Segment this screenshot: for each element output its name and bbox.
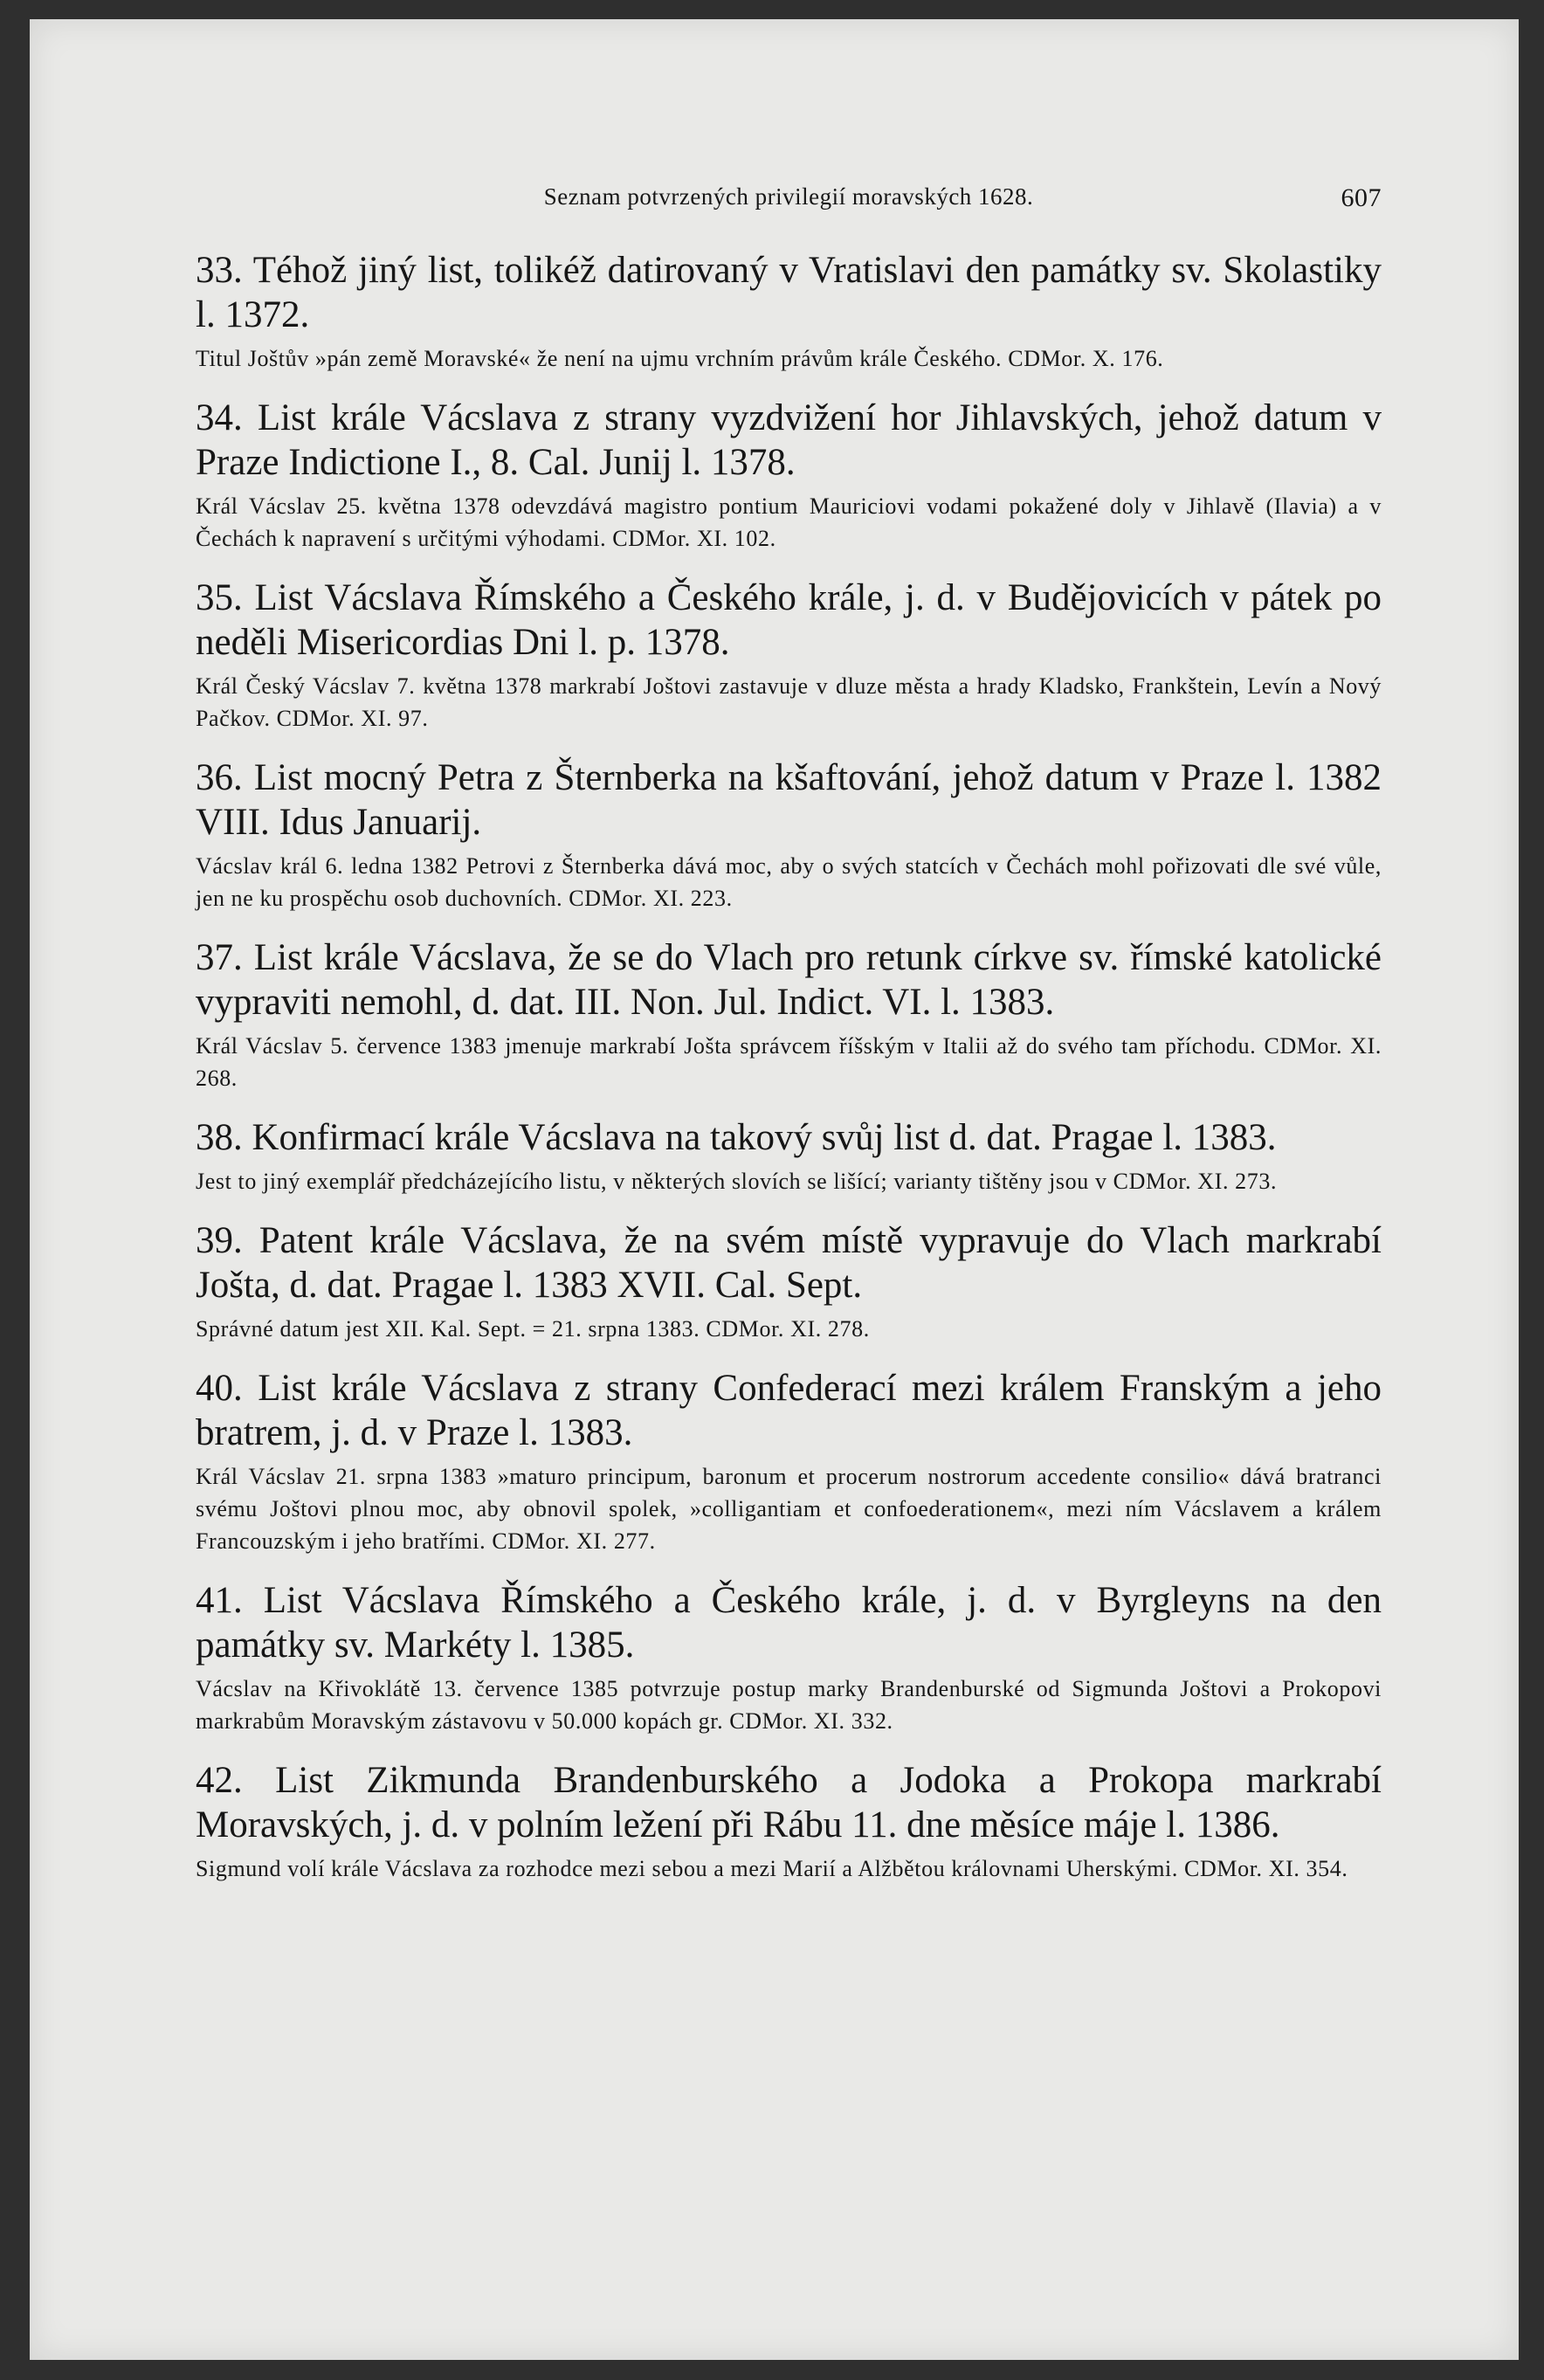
entry-number: 33. bbox=[196, 250, 243, 291]
entry-heading-text: Patent krále Vácslava, že na svém místě vypravuje do Vlach markrabí Jošta, d. dat. Pragae l. 1383 XVII. Cal. Sept. bbox=[196, 1220, 1382, 1306]
entry-heading-text: List Zikmunda Brandenburského a Jodoka a Prokopa markrabí Moravských, j. d. v polním ležení při Rábu 11. dne měsíce máje l. 1386. bbox=[196, 1760, 1382, 1845]
page-number: 607 bbox=[1341, 183, 1382, 212]
entry-39 bbox=[196, 1218, 1382, 1345]
entry-36 bbox=[196, 755, 1382, 914]
entry-note: Vácslav na Křivoklátě 13. července 1385 potvrzuje postup marky Brandenburské od Sigmunda Joštovi a Prokopovi markrabům Moravským zástavovu v 50.000 kopách gr. CDMor. XI. 332. bbox=[196, 1676, 1382, 1734]
entry-number: 34. bbox=[196, 397, 243, 438]
entry-note: Král Vácslav 25. května 1378 odevzdává magistro pontium Mauriciovi vodami pokažené doly v Jihlavě (Ilavia) a v Čechách k napravení s určitými výhodami. CDMor. XI. 102. bbox=[196, 493, 1382, 551]
entry-note: Titul Joštův »pán země Moravské« že není na ujmu vrchním právům krále Českého. CDMor. X. 176. bbox=[196, 346, 1164, 371]
entry-number: 35. bbox=[196, 577, 243, 618]
entry-note: Správné datum jest XII. Kal. Sept. = 21. srpna 1383. CDMor. XI. 278. bbox=[196, 1316, 870, 1342]
entry-34 bbox=[196, 396, 1382, 555]
entry-number: 41. bbox=[196, 1580, 243, 1621]
entry-number: 42. bbox=[196, 1760, 243, 1801]
entry-42 bbox=[196, 1758, 1382, 1885]
entry-heading bbox=[196, 1115, 1382, 1160]
entry-heading bbox=[196, 1758, 1382, 1847]
entry-heading bbox=[196, 935, 1382, 1024]
entry-heading-text: List krále Vácslava z strany vyzdvižení hor Jihlavských, jehož datum v Praze Indictione I., 8. Cal. Junij l. 1378. bbox=[196, 397, 1382, 483]
entry-note: Jest to jiný exemplář předcházejícího listu, v některých slovích se lišící; varianty tištěny jsou v CDMor. XI. 273. bbox=[196, 1169, 1278, 1194]
entry-note: Král Vácslav 21. srpna 1383 »maturo principum, baronum et procerum nostrorum accedente consilio« dává bratranci svému Joštovi plnou moc, aby obnovil spolek, »colligantiam et confoederationem«, mezi ním Vácslavem a králem Francouzským i jeho bratřími. CDMor. XI. 277. bbox=[196, 1464, 1382, 1554]
entry-38 bbox=[196, 1115, 1382, 1197]
entry-heading-text: Konfirmací krále Vácslava na takový svůj list d. dat. Pragae l. 1383. bbox=[252, 1117, 1277, 1158]
entry-number: 37. bbox=[196, 937, 243, 978]
entry-35 bbox=[196, 576, 1382, 735]
entry-heading bbox=[196, 1366, 1382, 1455]
entry-heading-text: Téhož jiný list, tolikéž datirovaný v Vratislavi den památky sv. Skolastiky l. 1372. bbox=[196, 250, 1382, 335]
entry-heading bbox=[196, 576, 1382, 665]
entry-note: Král Český Vácslav 7. května 1378 markrabí Joštovi zastavuje v dluze města a hrady Kladsko, Frankštein, Levín a Nový Pačkov. CDMor. XI. 97. bbox=[196, 673, 1382, 731]
entry-heading bbox=[196, 1578, 1382, 1667]
entry-heading bbox=[196, 396, 1382, 485]
page-header bbox=[196, 175, 1382, 227]
entry-number: 36. bbox=[196, 757, 243, 798]
entry-heading-text: List krále Vácslava, že se do Vlach pro retunk církve sv. římské katolické vypraviti nemohl, d. dat. III. Non. Jul. Indict. VI. l. 1383. bbox=[196, 937, 1382, 1023]
entry-note: Král Vácslav 5. července 1383 jmenuje markrabí Jošta správcem říšským v Italii až do svého tam příchodu. CDMor. XI. 268. bbox=[196, 1033, 1382, 1091]
page-content bbox=[196, 175, 1382, 1885]
entry-37 bbox=[196, 935, 1382, 1094]
entry-heading bbox=[196, 1218, 1382, 1307]
entry-heading bbox=[196, 755, 1382, 845]
book-page bbox=[30, 19, 1519, 2360]
entry-note: Sigmund volí krále Vácslava za rozhodce mezi sebou a mezi Marií a Alžbětou královnami Uherskými. CDMor. XI. 354. bbox=[196, 1856, 1348, 1881]
entry-heading bbox=[196, 248, 1382, 337]
entry-33 bbox=[196, 248, 1382, 375]
entry-40 bbox=[196, 1366, 1382, 1557]
entry-heading-text: List mocný Petra z Šternberka na kšaftování, jehož datum v Praze l. 1382 VIII. Idus Januarij. bbox=[196, 757, 1382, 843]
entry-41 bbox=[196, 1578, 1382, 1737]
running-title: Seznam potvrzených privilegií moravských 1628. bbox=[543, 183, 1034, 210]
entry-heading-text: List Vácslava Římského a Českého krále, j. d. v Byrgleyns na den památky sv. Markéty l. 1385. bbox=[196, 1580, 1382, 1666]
entry-heading-text: List krále Vácslava z strany Confederací mezi králem Franským a jeho bratrem, j. d. v Praze l. 1383. bbox=[196, 1368, 1382, 1453]
entry-number: 39. bbox=[196, 1220, 243, 1261]
entry-note: Vácslav král 6. ledna 1382 Petrovi z Šternberka dává moc, aby o svých statcích v Čechách mohl pořizovati dle své vůle, jen ne ku prospěchu osob duchovních. CDMor. XI. 223. bbox=[196, 853, 1382, 911]
entry-number: 38. bbox=[196, 1117, 243, 1158]
entry-heading-text: List Vácslava Římského a Českého krále, j. d. v Budějovicích v pátek po neděli Misericordias Dni l. p. 1378. bbox=[196, 577, 1382, 663]
entry-number: 40. bbox=[196, 1368, 243, 1409]
